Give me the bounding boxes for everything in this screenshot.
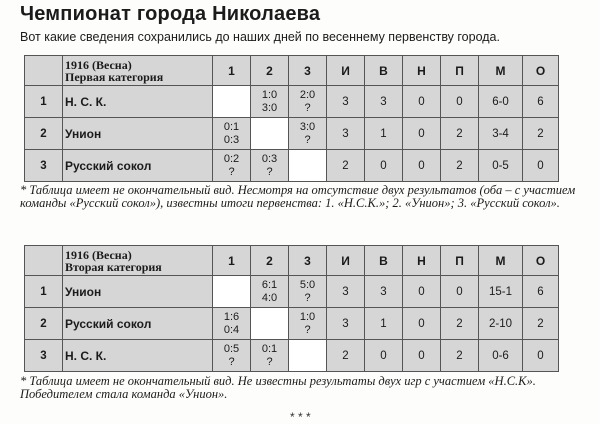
match-score-first: 0:1 xyxy=(223,120,240,133)
stat-m: 0-6 xyxy=(479,340,523,372)
stat-o: 0 xyxy=(523,340,559,372)
stat-o: 6 xyxy=(523,86,559,118)
header-col: 1 xyxy=(213,56,251,86)
stat-i: 2 xyxy=(327,340,365,372)
header-col: 2 xyxy=(251,56,289,86)
section-divider: * * * xyxy=(290,410,311,424)
match-score-second: ? xyxy=(228,355,235,368)
match-score-second: ? xyxy=(266,355,273,368)
match-score-first: 0:5 xyxy=(223,342,240,355)
self-match-cell xyxy=(251,118,289,150)
stat-o: 2 xyxy=(523,118,559,150)
self-match-cell xyxy=(251,308,289,340)
header-col: В xyxy=(365,56,403,86)
table-row xyxy=(25,150,559,182)
header-col: П xyxy=(441,246,479,276)
stat-n: 0 xyxy=(403,150,441,182)
match-score-second: ? xyxy=(228,165,235,178)
match-cell xyxy=(213,150,251,182)
row-team: Русский сокол xyxy=(63,308,213,340)
header-col: П xyxy=(441,56,479,86)
self-match-cell xyxy=(213,276,251,308)
header-col: 3 xyxy=(289,56,327,86)
match-cell xyxy=(251,150,289,182)
match-score-second: 0:4 xyxy=(223,323,240,336)
row-place: 3 xyxy=(25,340,63,372)
intro-text: Вот какие сведения сохранились до наших дней по весеннему первенству города. xyxy=(20,30,500,44)
row-place: 1 xyxy=(25,276,63,308)
season-label: 1916 (Весна) xyxy=(65,247,132,262)
match-score-first: 3:0 xyxy=(299,120,316,133)
match-score-second: ? xyxy=(304,323,311,336)
match-score-first: 0:1 xyxy=(261,342,278,355)
table-footnote-second: * Таблица имеет не окончательный вид. Не известны результаты двух игр с участием «Н.С.К». Победителем стала команда «Унион». xyxy=(20,374,536,401)
match-score-second: ? xyxy=(304,101,311,114)
table-header-row xyxy=(25,246,559,276)
stat-v: 1 xyxy=(365,118,403,150)
stat-m: 2-10 xyxy=(479,308,523,340)
row-team: Унион xyxy=(63,118,213,150)
stat-p: 2 xyxy=(441,150,479,182)
match-score-first: 0:2 xyxy=(223,152,240,165)
header-col: М xyxy=(479,246,523,276)
match-cell xyxy=(213,308,251,340)
header-col: Н xyxy=(403,56,441,86)
row-place: 1 xyxy=(25,86,63,118)
stat-i: 3 xyxy=(327,308,365,340)
self-match-cell xyxy=(289,340,327,372)
match-score-first: 1:0 xyxy=(299,310,316,323)
stat-i: 3 xyxy=(327,276,365,308)
header-col: 3 xyxy=(289,246,327,276)
page-title: Чемпионат города Николаева xyxy=(20,3,321,25)
season-label: 1916 (Весна) xyxy=(65,57,132,72)
match-score-second: 3:0 xyxy=(261,101,278,114)
header-col: 2 xyxy=(251,246,289,276)
match-score-second: ? xyxy=(304,291,311,304)
stat-i: 2 xyxy=(327,150,365,182)
table-row xyxy=(25,86,559,118)
table-footnote-first: * Таблица имеет не окончательный вид. Несмотря на отсутствие двух результатов (оба – с участием команды «Русский сокол»), известны итоги первенства: 1. «Н.С.К.»; 2. «Унион»; 3. «Русский сокол». xyxy=(20,183,576,210)
row-team: Русский сокол xyxy=(63,150,213,182)
standings-table-first-category xyxy=(24,55,559,182)
match-score-first: 6:1 xyxy=(261,278,278,291)
stat-v: 0 xyxy=(365,340,403,372)
stat-v: 1 xyxy=(365,308,403,340)
header-col: М xyxy=(479,56,523,86)
stat-n: 0 xyxy=(403,340,441,372)
match-cell xyxy=(251,86,289,118)
stat-p: 0 xyxy=(441,276,479,308)
header-col: О xyxy=(523,56,559,86)
header-season-category xyxy=(63,56,213,86)
match-score-first: 1:6 xyxy=(223,310,240,323)
header-col: Н xyxy=(403,246,441,276)
self-match-cell xyxy=(213,86,251,118)
table-header-row xyxy=(25,56,559,86)
match-score-second: 0:3 xyxy=(223,133,240,146)
category-label: Первая категория xyxy=(65,69,164,84)
header-col: О xyxy=(523,246,559,276)
match-cell xyxy=(289,308,327,340)
stat-p: 2 xyxy=(441,340,479,372)
match-score-second: 4:0 xyxy=(261,291,278,304)
header-col: И xyxy=(327,56,365,86)
header-place xyxy=(25,246,63,276)
match-cell xyxy=(289,86,327,118)
table-row xyxy=(25,118,559,150)
match-score-first: 0:3 xyxy=(261,152,278,165)
match-score-second: ? xyxy=(266,165,273,178)
match-score-first: 1:0 xyxy=(261,88,278,101)
row-place: 3 xyxy=(25,150,63,182)
header-season-category xyxy=(63,246,213,276)
match-score-second: ? xyxy=(304,133,311,146)
row-team: Унион xyxy=(63,276,213,308)
row-team: Н. С. К. xyxy=(63,86,213,118)
stat-m: 6-0 xyxy=(479,86,523,118)
stat-v: 0 xyxy=(365,150,403,182)
match-cell xyxy=(289,118,327,150)
stat-v: 3 xyxy=(365,86,403,118)
table-row xyxy=(25,340,559,372)
stat-i: 3 xyxy=(327,118,365,150)
stat-m: 0-5 xyxy=(479,150,523,182)
stat-n: 0 xyxy=(403,86,441,118)
stat-p: 0 xyxy=(441,86,479,118)
stat-p: 2 xyxy=(441,308,479,340)
stat-v: 3 xyxy=(365,276,403,308)
match-cell xyxy=(251,340,289,372)
stat-p: 2 xyxy=(441,118,479,150)
stat-n: 0 xyxy=(403,118,441,150)
match-cell xyxy=(213,340,251,372)
row-team: Н. С. К. xyxy=(63,340,213,372)
stat-o: 2 xyxy=(523,308,559,340)
stat-n: 0 xyxy=(403,308,441,340)
table-row xyxy=(25,308,559,340)
row-place: 2 xyxy=(25,308,63,340)
stat-i: 3 xyxy=(327,86,365,118)
table-row xyxy=(25,276,559,308)
match-cell xyxy=(213,118,251,150)
header-col: 1 xyxy=(213,246,251,276)
match-cell xyxy=(251,276,289,308)
stat-m: 3-4 xyxy=(479,118,523,150)
header-place xyxy=(25,56,63,86)
match-score-first: 2:0 xyxy=(299,88,316,101)
stat-o: 6 xyxy=(523,276,559,308)
header-col: В xyxy=(365,246,403,276)
match-score-first: 5:0 xyxy=(299,278,316,291)
stat-n: 0 xyxy=(403,276,441,308)
self-match-cell xyxy=(289,150,327,182)
stat-o: 0 xyxy=(523,150,559,182)
header-col: И xyxy=(327,246,365,276)
standings-table-second-category xyxy=(24,245,559,372)
match-cell xyxy=(289,276,327,308)
stat-m: 15-1 xyxy=(479,276,523,308)
category-label: Вторая категория xyxy=(65,259,162,274)
row-place: 2 xyxy=(25,118,63,150)
